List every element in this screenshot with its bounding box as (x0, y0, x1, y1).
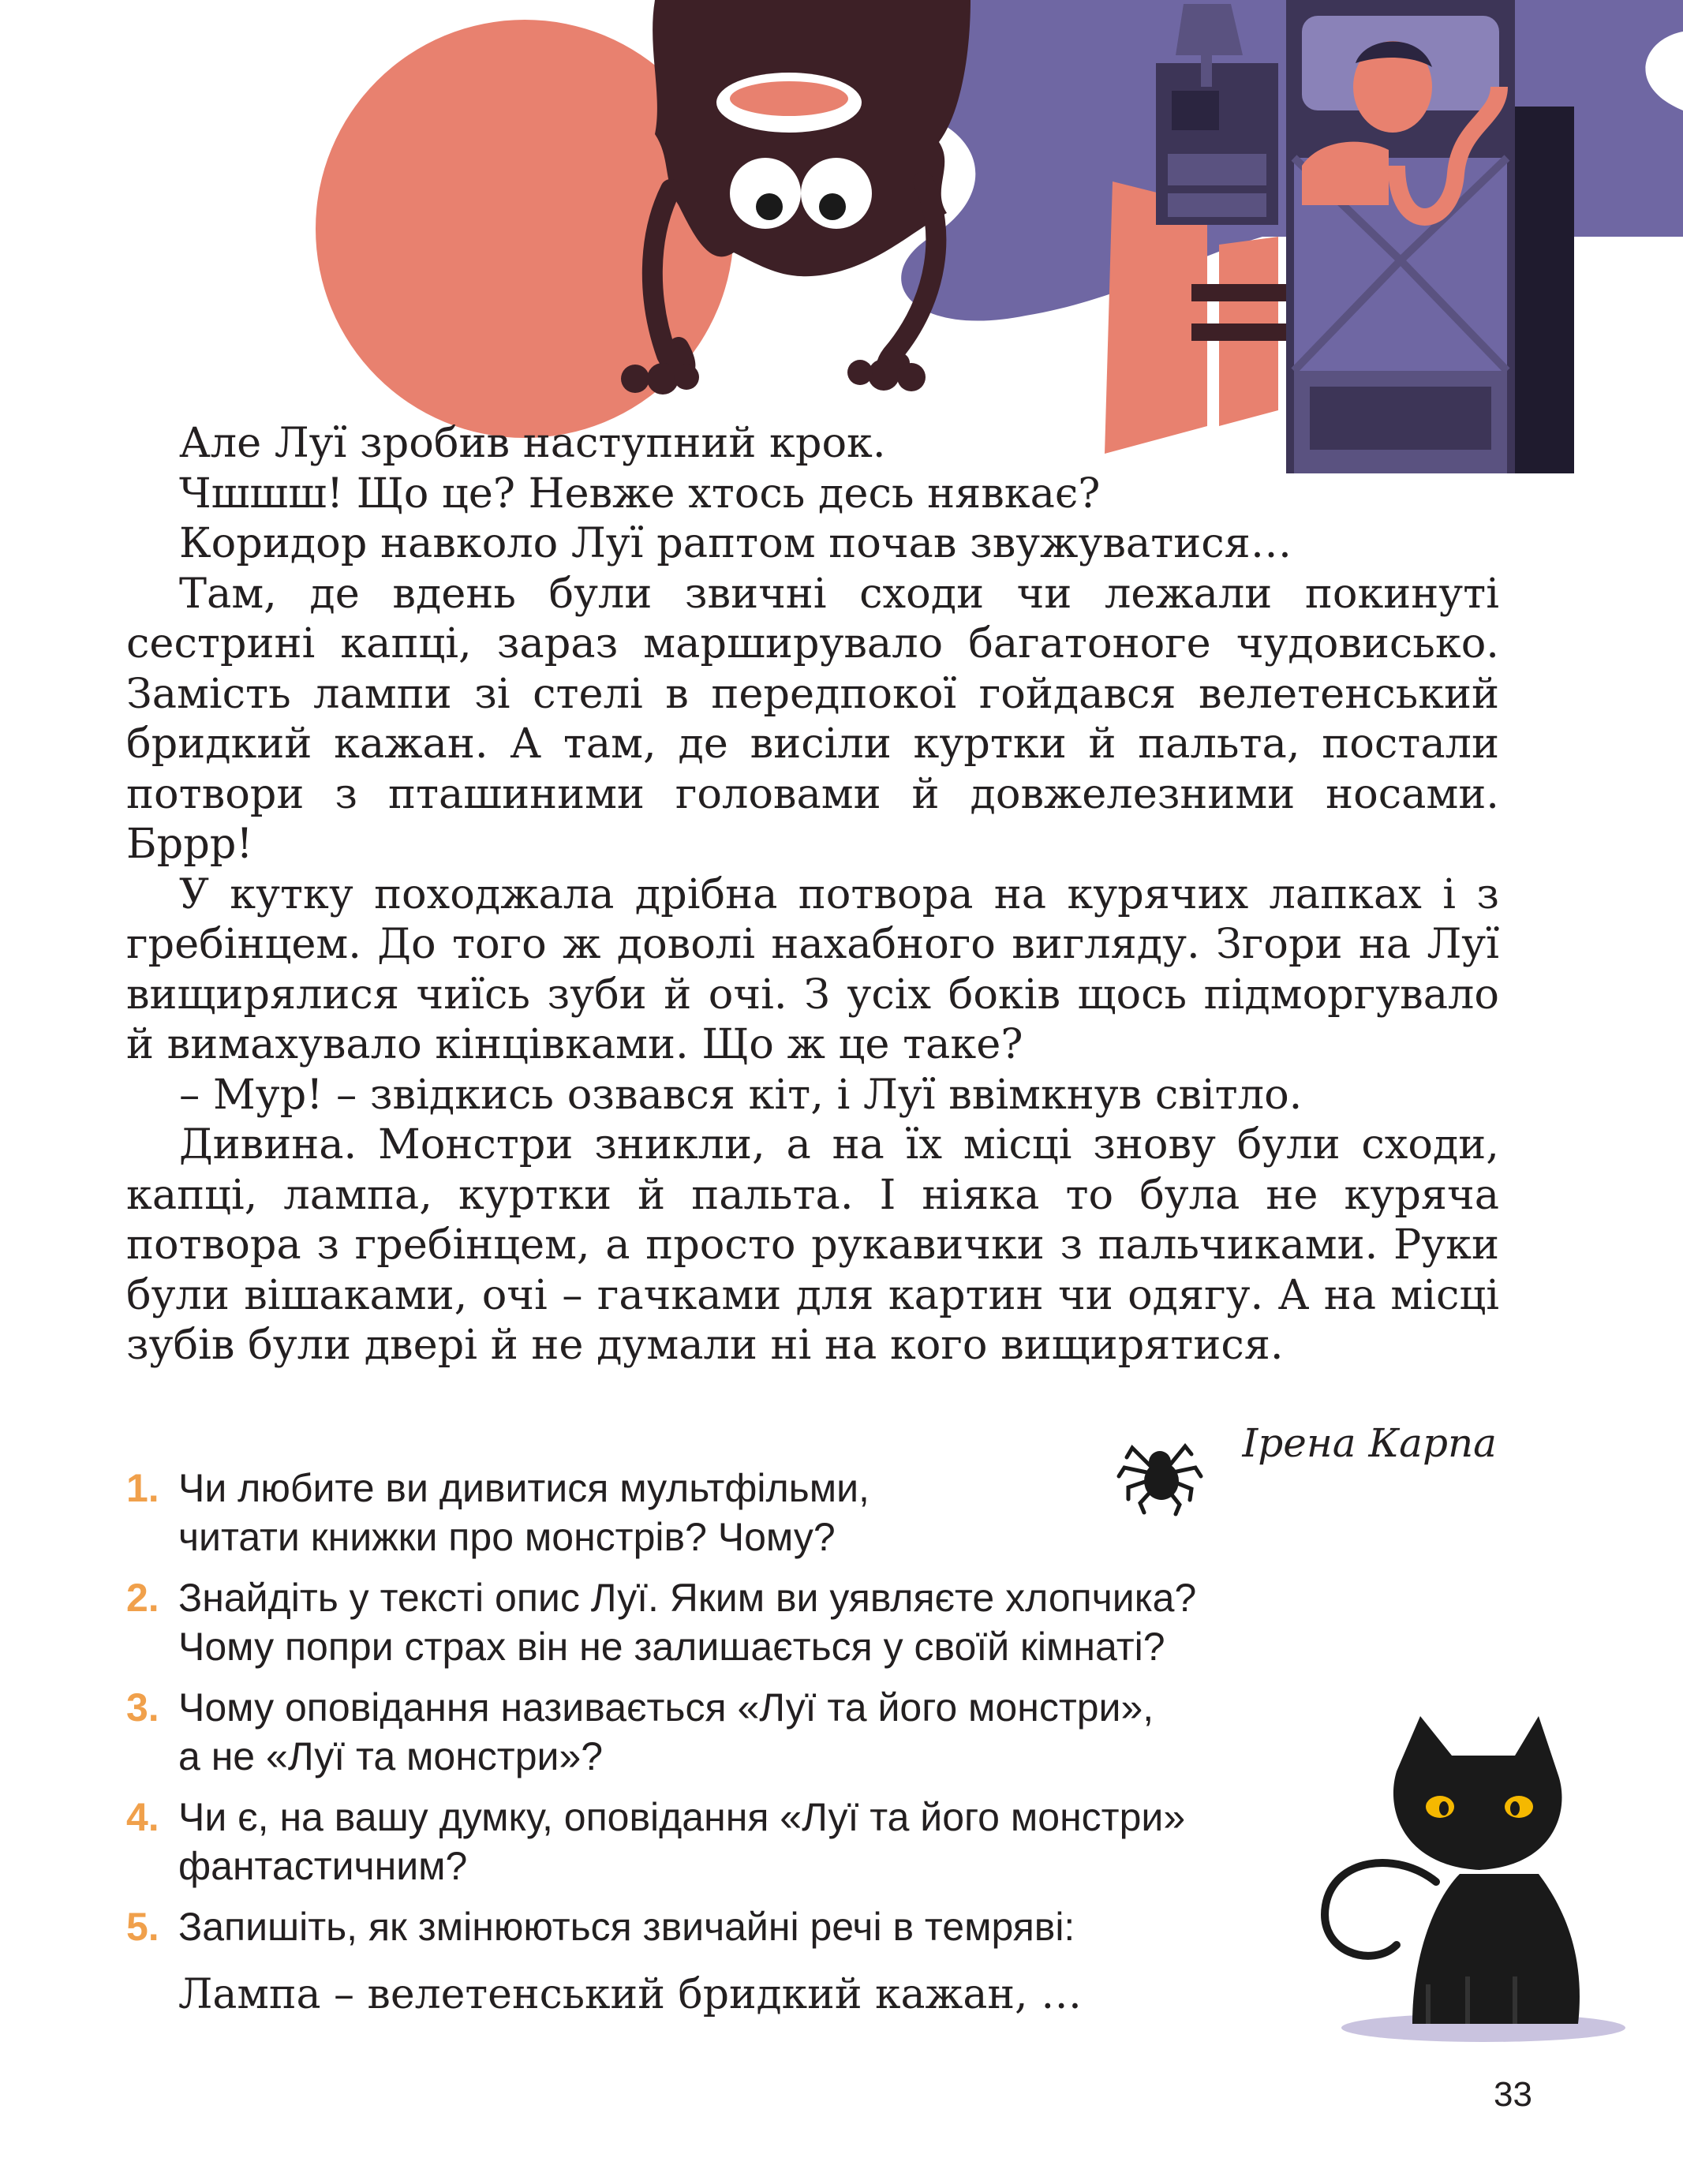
question-line: Знайдіть у тексті опис Луї. Яким ви уявляєте хлопчика? (178, 1576, 1197, 1620)
question-number: 3. (126, 1685, 159, 1730)
question-item (126, 1464, 1357, 1561)
story-paragraph: Але Луї зробив наступний крок. (179, 419, 886, 467)
author-name: Ірена Карпа (1242, 1420, 1497, 1466)
question-line: Запишіть, як змінюються звичайні речі в темряві: (178, 1905, 1075, 1949)
question-line: Чому оповідання називається «Луї та його монстри», (178, 1685, 1154, 1730)
story-paragraph: У кутку походжала дрібна потвора на курячих лапках і з гребінцем. До того ж доволі нахабного вигляду. Згори на Луї вищирялися чиїсь зуби й очі. З усіх боків щось підморгувало й вимахувало кінцівками. Що ж це таке? (126, 869, 1499, 1068)
question-item (126, 1683, 1357, 1781)
question-item (126, 1793, 1357, 1890)
question-item (126, 1902, 1357, 1951)
question-line: Чи є, на вашу думку, оповідання «Луї та його монстри» (178, 1795, 1186, 1839)
question-number: 1. (126, 1466, 159, 1510)
answer-example: Лампа – велетенський бридкий кажан, … (178, 1971, 1083, 2018)
story-paragraph: Там, де вдень були звичні сходи чи лежали покинуті сестрині капці, зараз марширувало багатоноге чудовисько. Замість лампи зі стелі в передпокої гойдався велетенський бридкий кажан. А там, де висіли куртки й пальта, постали потвори з пташиними головами й довжелезними носами. Бррр! (126, 569, 1499, 868)
question-number: 5. (126, 1905, 159, 1949)
story-paragraph: Дивина. Монстри зникли, а на їх місці знову були сходи, капці, лампа, куртки й пальта. І ніяка то була не куряча потвора з гребінцем, а просто рукавички з пальчиками. Руки були вішаками, очі – гачками для картин чи одягу. А на місці зубів були двері й не думали ні на кого вищирятися. (126, 1120, 1499, 1369)
page-number: 33 (1494, 2075, 1532, 2114)
question-line: а не «Луї та монстри»? (178, 1734, 604, 1778)
story-text (126, 418, 1499, 1371)
questions-list (126, 1464, 1357, 2019)
question-line: Чи любите ви дивитися мультфільми, (178, 1466, 870, 1510)
question-number: 2. (126, 1576, 159, 1620)
question-line: читати книжки про монстрів? Чому? (178, 1515, 836, 1559)
question-line: Чому попри страх він не залишається у своїй кімнаті? (178, 1625, 1165, 1669)
story-paragraph: – Мур! – звідкись озвався кіт, і Луї ввімкнув світло. (179, 1070, 1303, 1119)
monster-bedroom-illustration (0, 0, 1683, 489)
story-paragraph: Коридор навколо Луї раптом почав звужуватися… (179, 519, 1292, 567)
story-paragraph: Чшшш! Що це? Невже хтось десь нявкає? (179, 469, 1101, 518)
question-item (126, 1573, 1357, 1671)
question-line: фантастичним? (178, 1844, 468, 1888)
black-cat-icon (1302, 1716, 1625, 2048)
question-number: 4. (126, 1795, 159, 1839)
